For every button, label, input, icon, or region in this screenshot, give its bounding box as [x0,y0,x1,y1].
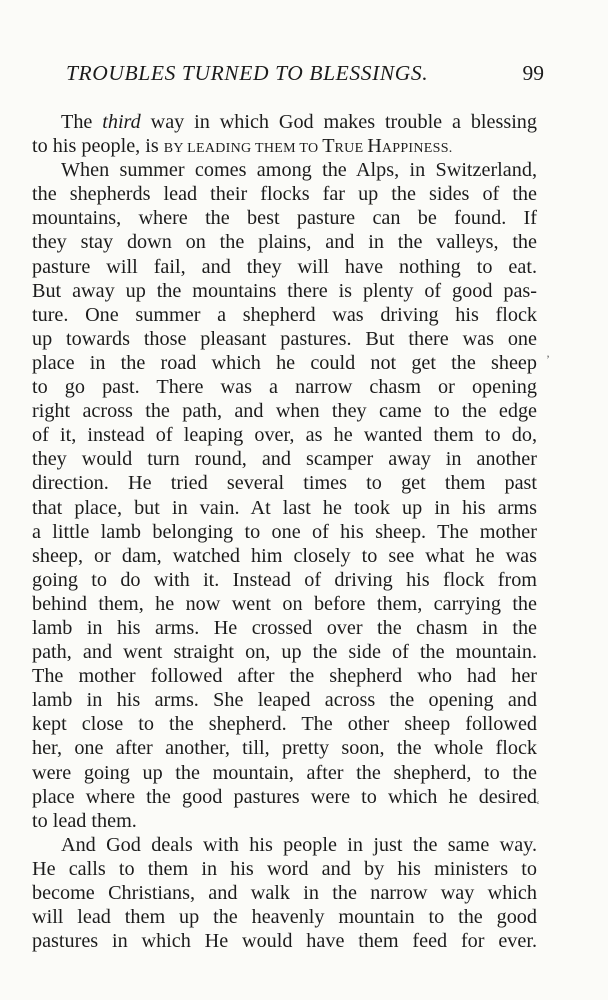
print-speck-mark: ’ [546,352,550,366]
paragraph-1 [32,110,537,158]
print-speck-mark: ‘ [536,798,540,812]
page-header [66,61,544,91]
text-line: mountains, where the best pasture can be found. If [32,207,537,230]
text-span: T [322,135,335,158]
text-line: place where the good pastures were to which he desired [32,785,537,808]
small-caps-phrase: RUE [334,141,368,157]
text-line: become Christians, and walk in the narrow way which [32,882,537,904]
text-line [32,134,537,158]
text-span: to his people, is [32,135,164,158]
text-line: The mother followed after the shepherd who had her [32,665,537,688]
text-line: And God deals with his people in just the same way. [61,833,537,856]
page-body [32,110,537,953]
running-title: TROUBLES TURNED TO BLESSINGS. [66,61,429,85]
text-line: ture. One summer a shepherd was driving his flock [32,303,537,326]
text-line: behind them, he now went on before them, carrying the [32,592,537,615]
text-line: a little lamb belonging to one of his sheep. The mother [32,520,537,543]
text-line: they stay down on the plains, and in the valleys, the [32,231,537,254]
small-caps-phrase: APPINESS. [381,141,453,157]
text-line: lamb in his arms. He crossed over the chasm in the [32,616,537,639]
text-line: were going up the mountain, after the shepherd, to the [32,761,537,784]
text-line: to lead them. [32,809,137,832]
text-line: He calls to them in his word and by his ministers to [32,857,537,880]
text-line: will lead them up the heavenly mountain to the good [32,906,537,929]
text-line: the shepherds lead their flocks far up the sides of the [32,183,537,206]
text-line: of it, instead of leaping over, as he wanted them to do, [32,424,537,447]
text-line: place in the road which he could not get the sheep [32,351,537,374]
text-span: H [367,135,382,158]
text-span: way in which God makes trouble a blessing [140,111,537,133]
text-line: sheep, or dam, watched him closely to see what he was [32,544,537,567]
page-number: 99 [522,61,544,85]
text-line: they would turn round, and scamper away in another [32,448,537,471]
paragraph-3 [32,833,537,953]
small-caps-phrase: BY LEADING THEM TO [163,141,323,157]
emphasis-word: third [102,111,141,133]
text-line: going to do with it. Instead of driving his flock from [32,568,537,591]
text-line: But away up the mountains there is plenty of good pas- [32,279,537,302]
text-line: pasture will fail, and they will have nothing to eat. [32,255,537,278]
text-line: kept close to the shepherd. The other sheep followed [32,713,537,736]
text-span: The [61,111,103,133]
text-line: lamb in his arms. She leaped across the opening and [32,689,537,712]
text-line: to go past. There was a narrow chasm or opening [32,376,537,399]
text-line: that place, but in vain. At last he took up in his arms [32,496,537,519]
text-line: pastures in which He would have them feed for ever. [32,930,537,953]
text-line: path, and went straight on, up the side of the mountain. [32,641,537,664]
text-line: her, one after another, till, pretty soon, the whole flock [32,737,537,760]
text-line: right across the path, and when they came to the edge [32,400,537,423]
text-line: direction. He tried several times to get them past [32,472,537,495]
paragraph-2 [32,158,537,833]
text-line [32,110,537,134]
text-line: When summer comes among the Alps, in Switzerland, [61,159,537,182]
text-line: up towards those pleasant pastures. But there was one [32,327,537,350]
